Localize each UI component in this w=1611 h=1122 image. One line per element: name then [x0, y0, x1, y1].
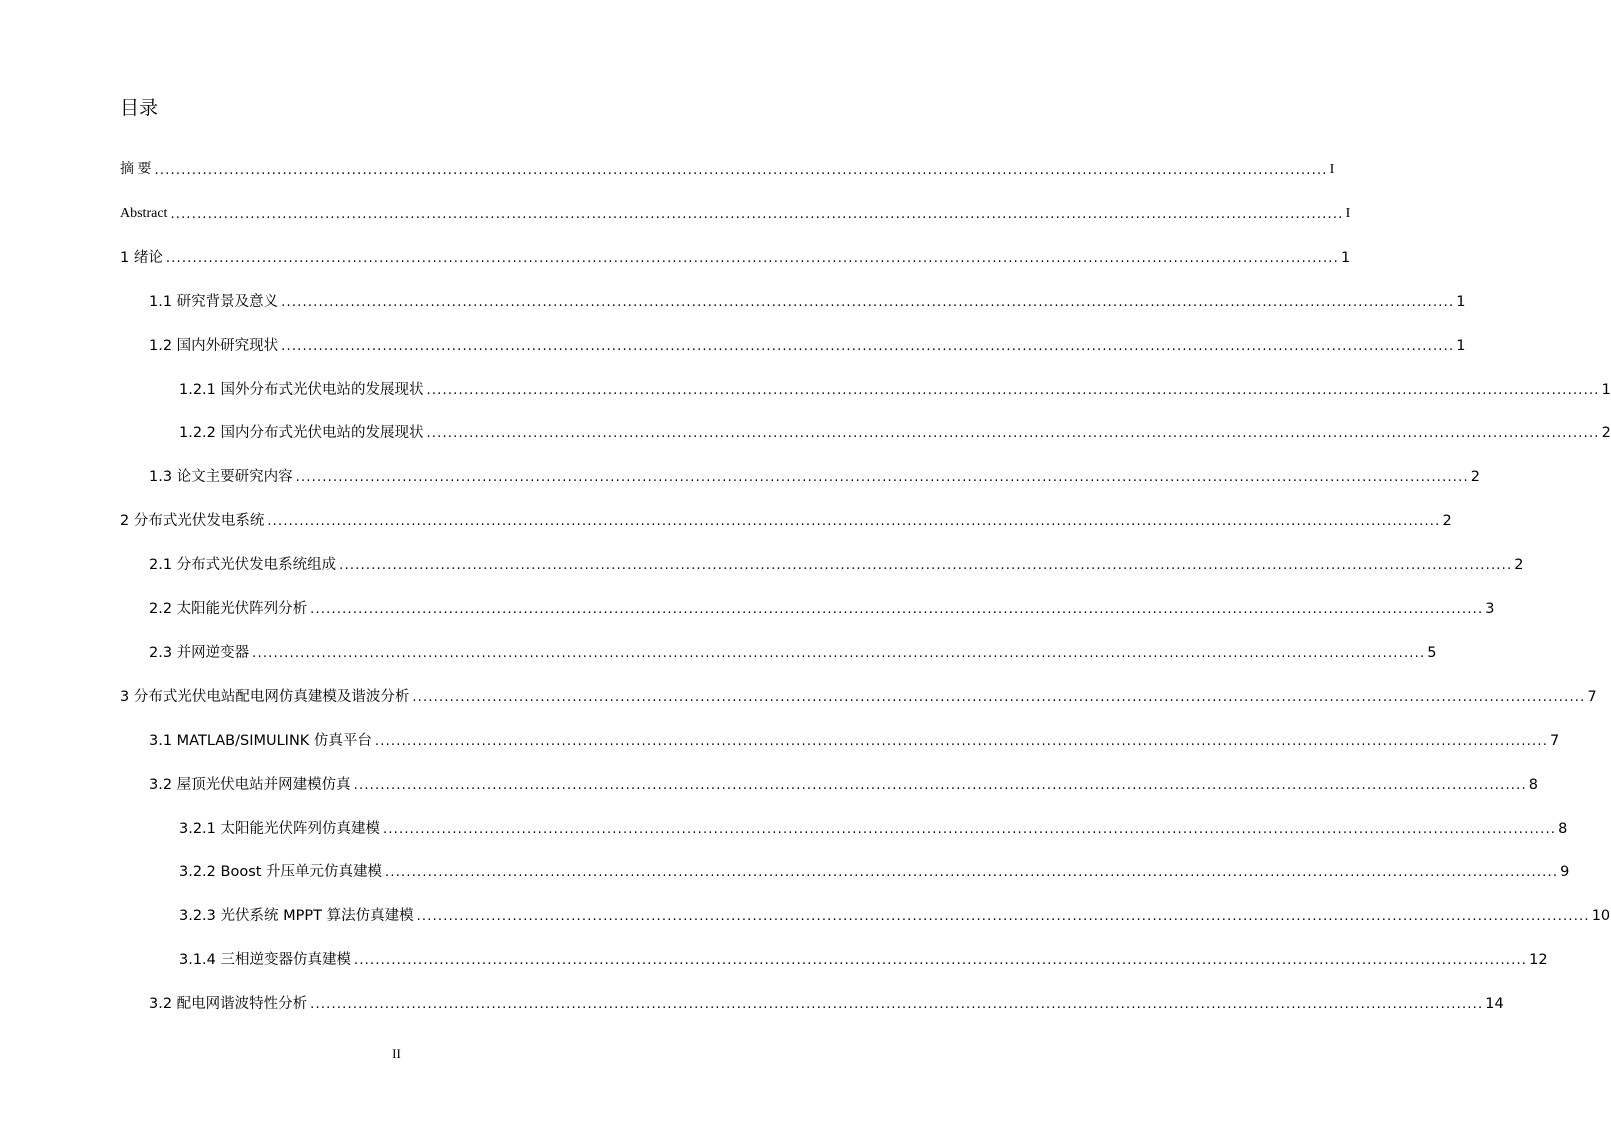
- toc-entry-label: 1.3 论文主要研究内容: [149, 469, 293, 485]
- toc-entry[interactable]: [149, 290, 1466, 312]
- toc-leader-dots: ............................................................................................................................................................................................................................: [385, 865, 1559, 880]
- toc-entry[interactable]: [120, 158, 1335, 180]
- toc-entry-page-number: 3: [1485, 601, 1495, 617]
- toc-entry[interactable]: [149, 773, 1539, 795]
- toc-entry-label: 2 分布式光伏发电系统: [120, 513, 265, 529]
- toc-entry[interactable]: [120, 246, 1351, 268]
- toc-entry[interactable]: [149, 992, 1504, 1014]
- toc-entry-label: 2.1 分布式光伏发电系统组成: [149, 557, 337, 573]
- toc-entry-page-number: I: [1329, 162, 1335, 177]
- toc-entry-label: 3.1 MATLAB/SIMULINK 仿真平台: [149, 733, 372, 749]
- toc-leader-dots: ............................................................................................................................................................................................................................: [416, 909, 1590, 924]
- toc-entry-label: 摘 要: [120, 162, 152, 177]
- toc-entry[interactable]: [179, 421, 1611, 443]
- toc-entry[interactable]: [179, 378, 1611, 400]
- toc-leader-dots: ............................................................................................................................................................................................................................: [267, 514, 1441, 529]
- toc-entry-page-number: 1: [1456, 338, 1466, 354]
- toc-entry-page-number: 1: [1456, 294, 1466, 310]
- toc-entry-label: 3.2 屋顶光伏电站并网建模仿真: [149, 777, 351, 793]
- toc-entry[interactable]: [120, 509, 1452, 531]
- toc-entry-label: 3.2.1 太阳能光伏阵列仿真建模: [179, 821, 381, 837]
- toc-leader-dots: ............................................................................................................................................................................................................................: [383, 822, 1557, 837]
- toc-entry-page-number: 1: [1340, 250, 1351, 266]
- toc-entry-page-number: 7: [1587, 689, 1597, 705]
- toc-entry-page-number: 8: [1558, 821, 1568, 837]
- toc-entry-label: 3.2 配电网谐波特性分析: [149, 996, 308, 1012]
- toc-entry-label: Abstract: [120, 206, 168, 221]
- toc-leader-dots: ............................................................................................................................................................................................................................: [426, 383, 1600, 398]
- toc-leader-dots: ............................................................................................................................................................................................................................: [354, 953, 1528, 968]
- toc-entry[interactable]: [179, 904, 1611, 926]
- toc-entry[interactable]: [149, 553, 1524, 575]
- toc-entry[interactable]: [149, 597, 1495, 619]
- toc-entry[interactable]: [149, 465, 1481, 487]
- toc-entry-page-number: 2: [1601, 425, 1611, 441]
- toc-entry-label: 1.2 国内外研究现状: [149, 338, 279, 354]
- toc-entry-label: 3 分布式光伏电站配电网仿真建模及谐波分析: [120, 689, 410, 705]
- toc-entry-page-number: I: [1345, 206, 1351, 221]
- toc-entry-page-number: 2: [1470, 469, 1481, 485]
- toc-entry-page-number: 14: [1485, 996, 1504, 1012]
- toc-entry[interactable]: [149, 641, 1437, 663]
- toc-leader-dots: ............................................................................................................................................................................................................................: [353, 778, 1527, 793]
- toc-leader-dots: ............................................................................................................................................................................................................................: [339, 558, 1513, 573]
- toc-entry-page-number: 5: [1427, 645, 1437, 661]
- toc-leader-dots: ............................................................................................................................................................................................................................: [281, 295, 1455, 310]
- toc-entry[interactable]: [120, 202, 1351, 224]
- toc-entry-page-number: 9: [1560, 864, 1570, 880]
- toc-entry[interactable]: [149, 334, 1466, 356]
- toc-entry-label: 1.1 研究背景及意义: [149, 294, 279, 310]
- toc-entry-label: 1.2.1 国外分布式光伏电站的发展现状: [179, 382, 424, 398]
- toc-leader-dots: ............................................................................................................................................................................................................................: [374, 734, 1549, 749]
- toc-entry[interactable]: [179, 860, 1570, 882]
- toc-entry-page-number: 2: [1442, 513, 1452, 529]
- toc-entry-label: 2.3 并网逆变器: [149, 645, 250, 661]
- toc-entry-label: 1.2.2 国内分布式光伏电站的发展现状: [179, 425, 424, 441]
- toc-entry[interactable]: [149, 729, 1560, 751]
- toc-entry-page-number: 12: [1529, 952, 1548, 968]
- toc-leader-dots: ............................................................................................................................................................................................................................: [295, 470, 1469, 485]
- toc-entry[interactable]: [120, 685, 1597, 707]
- toc-leader-dots: ............................................................................................................................................................................................................................: [426, 426, 1600, 441]
- toc-leader-dots: ............................................................................................................................................................................................................................: [281, 339, 1455, 354]
- toc-entry-label: 3.2.2 Boost 升压单元仿真建模: [179, 864, 383, 880]
- toc-leader-dots: ............................................................................................................................................................................................................................: [154, 163, 1328, 178]
- toc-entry-label: 3.2.3 光伏系统 MPPT 算法仿真建模: [179, 908, 414, 924]
- toc-entry-page-number: 7: [1550, 733, 1560, 749]
- toc-entry-label: 1 绪论: [120, 250, 163, 266]
- toc-leader-dots: ............................................................................................................................................................................................................................: [170, 207, 1344, 222]
- toc-entry[interactable]: [179, 817, 1568, 839]
- toc-leader-dots: ............................................................................................................................................................................................................................: [310, 997, 1484, 1012]
- toc-leader-dots: ............................................................................................................................................................................................................................: [412, 690, 1586, 705]
- toc-title: 目录: [120, 97, 159, 119]
- toc-entry-page-number: 10: [1591, 908, 1611, 924]
- toc-leader-dots: ............................................................................................................................................................................................................................: [252, 646, 1426, 661]
- toc-entry-page-number: 2: [1514, 557, 1524, 573]
- toc-entry-page-number: 8: [1528, 777, 1539, 793]
- toc-entry-label: 2.2 太阳能光伏阵列分析: [149, 601, 308, 617]
- toc-leader-dots: ............................................................................................................................................................................................................................: [165, 251, 1339, 266]
- toc-entry-page-number: 1: [1601, 382, 1611, 398]
- page-number: II: [392, 1046, 401, 1061]
- toc-entry[interactable]: [179, 948, 1548, 970]
- toc-leader-dots: ............................................................................................................................................................................................................................: [310, 602, 1484, 617]
- toc-entry-label: 3.1.4 三相逆变器仿真建模: [179, 952, 352, 968]
